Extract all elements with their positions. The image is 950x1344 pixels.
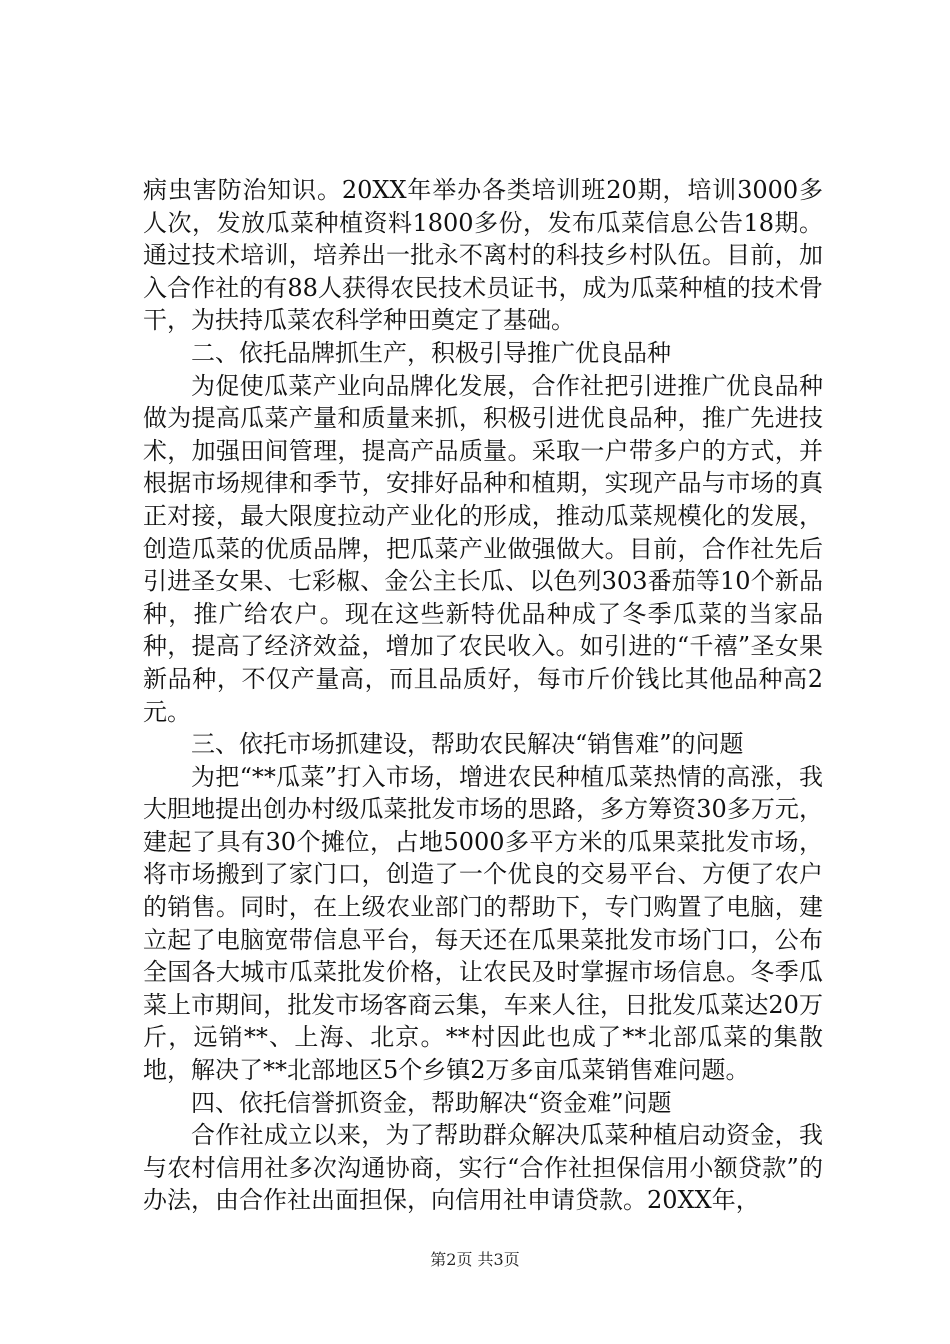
paragraph-brand: 为促使瓜菜产业向品牌化发展，合作社把引进推广优良品种做为提高瓜菜产量和质量来抓，积极引进优良品种，推广先进技术，加强田间管理，提高产品质量。采取一户带多户的方式，并根据市场规律和季节，安排好品种和植期，实现产品与市场的真正对接，最大限度拉动产业化的形成，推动瓜菜规模化的发展，创造瓜菜的优质品牌，把瓜菜产业做强做大。目前，合作社先后引进圣女果、七彩椒、金公主长瓜、以色列303番茄等10个新品种，推广给农户。现在这些新特优品种成了冬季瓜菜的当家品种，提高了经济效益，增加了农民收入。如引进的“千禧”圣女果新品种，不仅产量高，而且品质好，每市斤价钱比其他品种高2元。 — [143, 371, 823, 726]
section-heading-brand: 二、依托品牌抓生产，积极引导推广优良品种 — [191, 338, 671, 367]
paragraph-funding: 合作社成立以来，为了帮助群众解决瓜菜种植启动资金，我与农村信用社多次沟通协商，实行“合作社担保信用小额贷款”的办法，由合作社出面担保，向信用社申请贷款。20XX年， — [143, 1121, 823, 1215]
paragraph-market: 为把“**瓜菜”打入市场，增进农民种植瓜菜热情的高涨，我大胆地提出创办村级瓜菜批发市场的思路，多方筹资30多万元，建起了具有30个摊位，占地5000多平方米的瓜果菜批发市场，将市场搬到了家门口，创造了一个优良的交易平台、方便了农户的销售。同时，在上级农业部门的帮助下，专门购置了电脑，建立起了电脑宽带信息平台，每天还在瓜果菜批发市场门口，公布全国各大城市瓜菜批发价格，让农民及时掌握市场信息。冬季瓜菜上市期间，批发市场客商云集，车来人往，日批发瓜菜达20万斤，远销**、上海、北京。**村因此也成了**北部瓜菜的集散地，解决了**北部地区5个乡镇2万多亩瓜菜销售难问题。 — [143, 762, 823, 1085]
paragraph-training-continued: 病虫害防治知识。20XX年举办各类培训班20期，培训3000多人次，发放瓜菜种植资料1800多份，发布瓜菜信息公告18期。通过技术培训，培养出一批永不离村的科技乡村队伍。目前，加入合作社的有88人获得农民技术员证书，成为瓜菜种植的技术骨干，为扶持瓜菜农科学种田奠定了基础。 — [143, 176, 823, 335]
page-footer: 第2页 共3页 — [430, 1250, 520, 1269]
section-heading-market: 三、依托市场抓建设，帮助农民解决“销售难”的问题 — [191, 730, 744, 759]
document-body — [143, 174, 823, 1217]
section-heading-funding: 四、依托信誉抓资金，帮助解决“资金难”问题 — [191, 1088, 672, 1117]
